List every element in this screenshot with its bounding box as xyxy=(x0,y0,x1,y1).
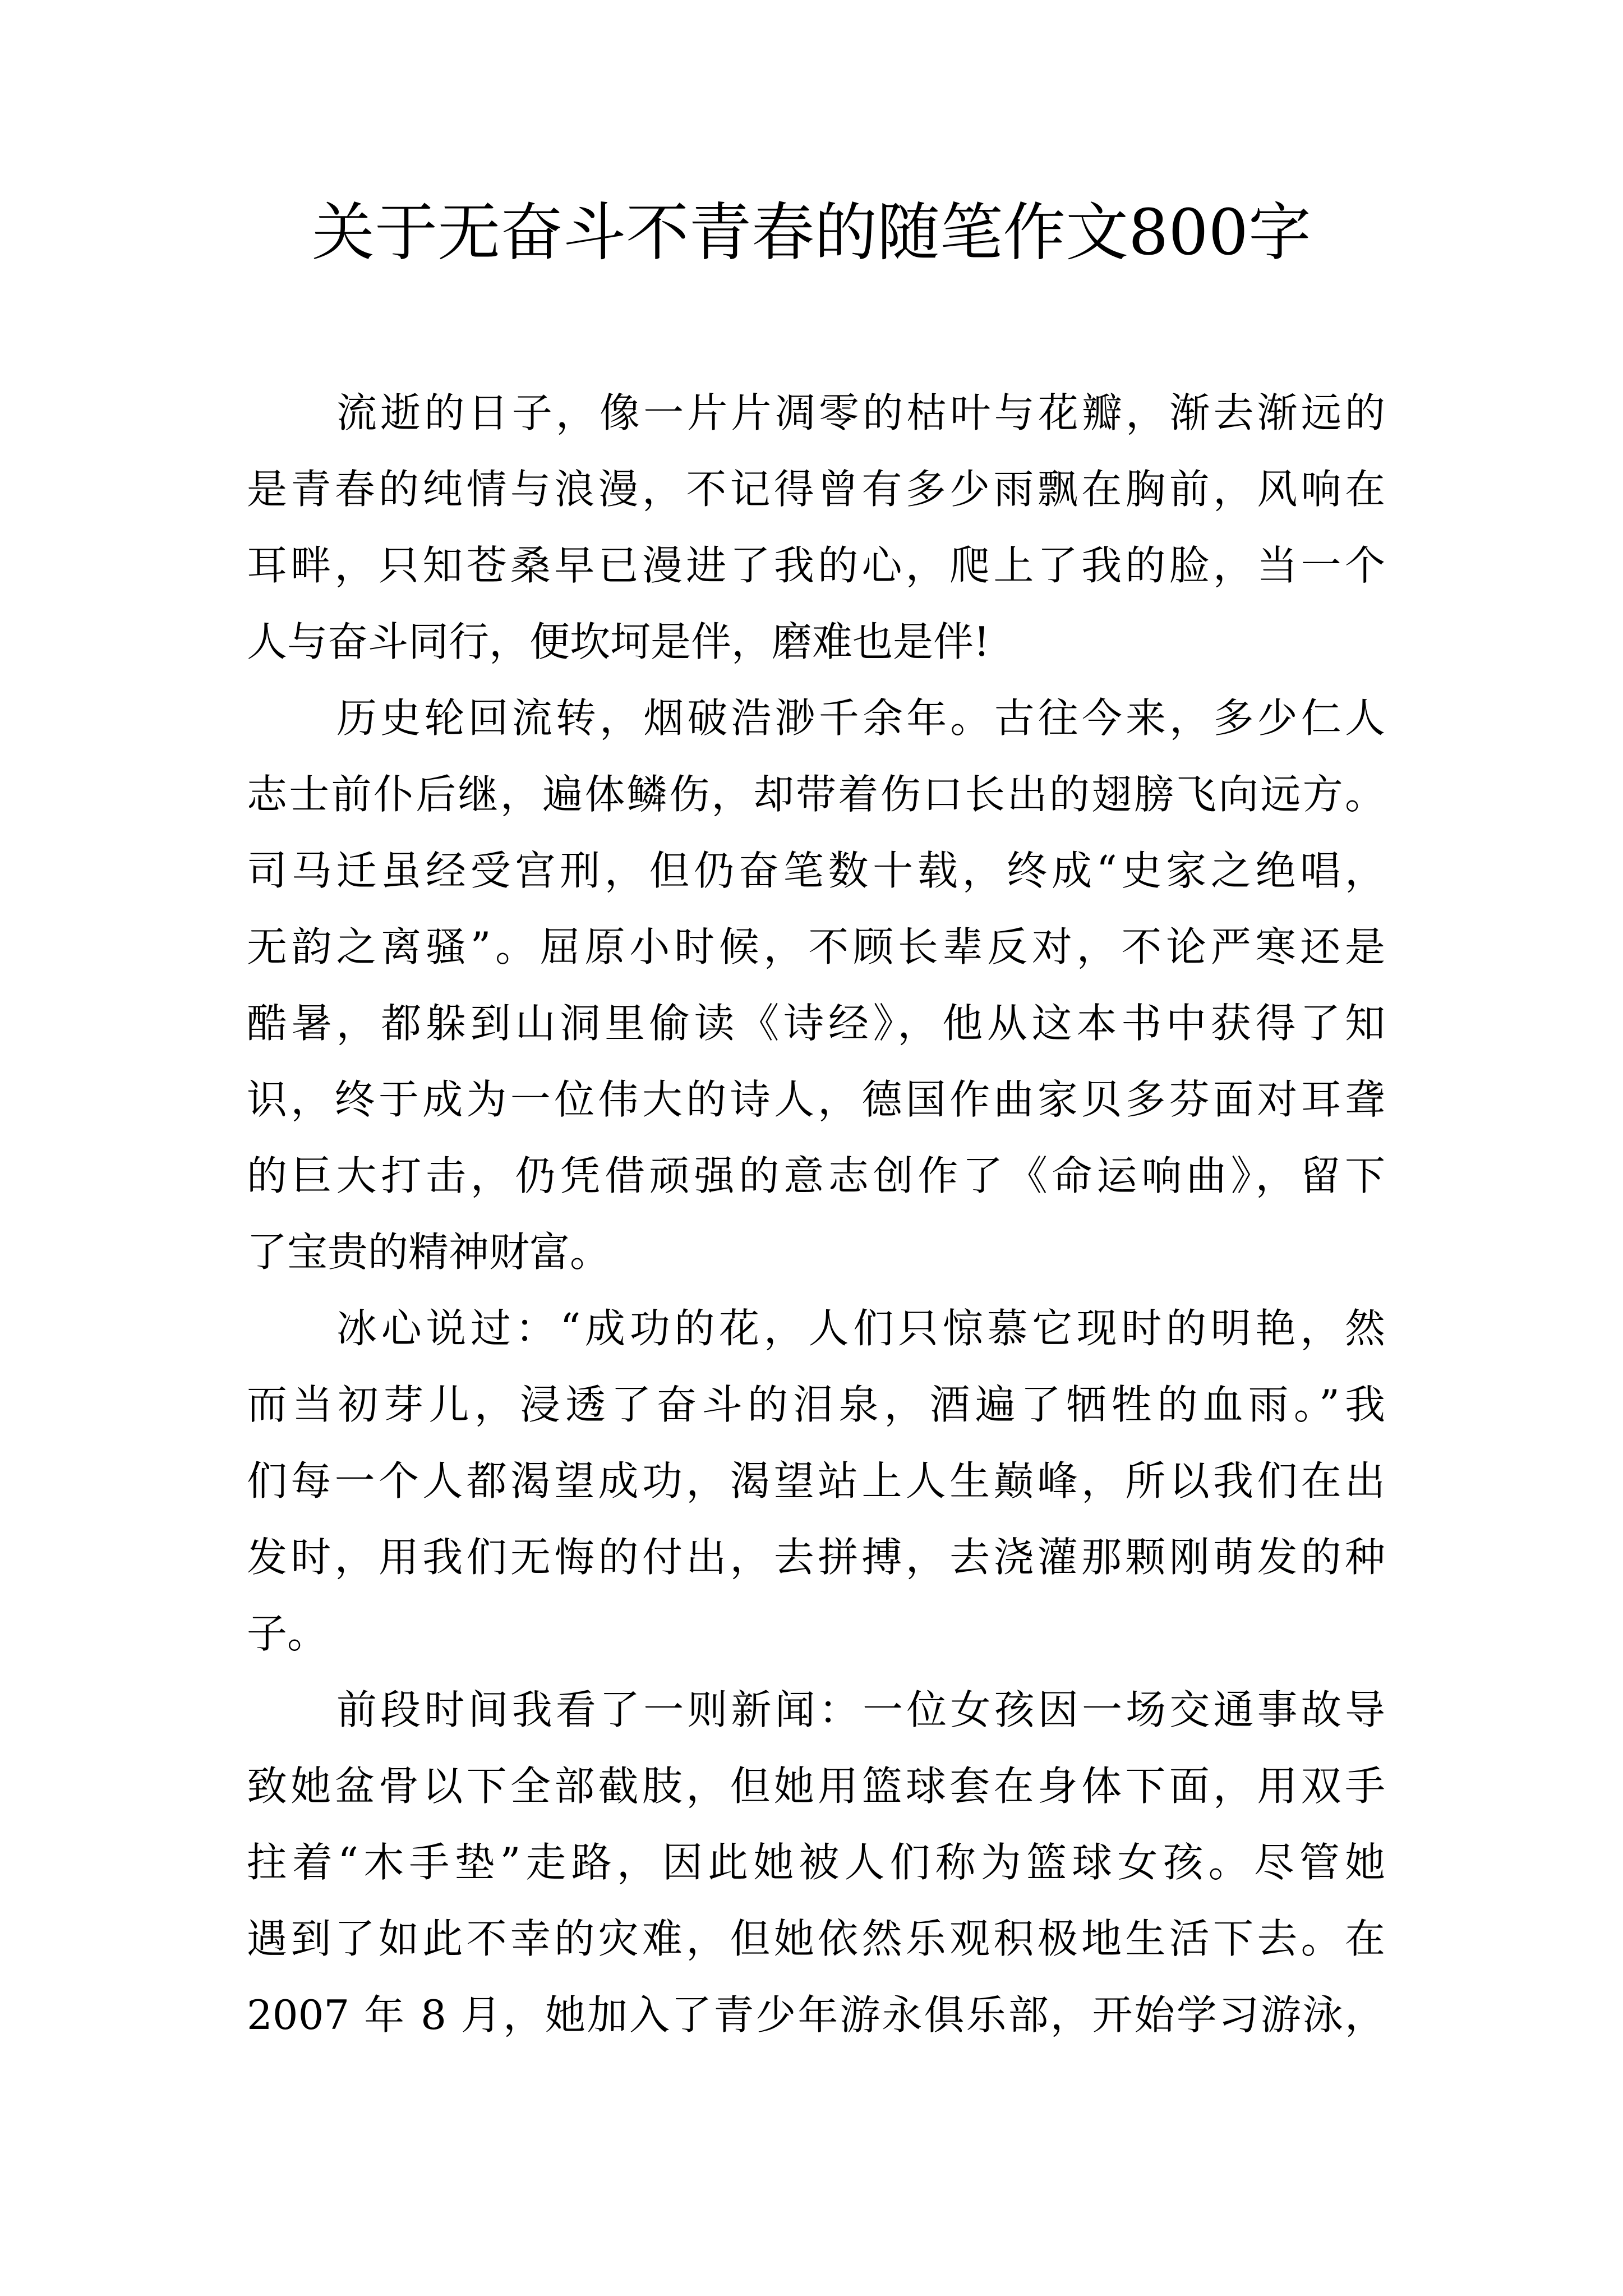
paragraph-1-line-4: 人与奋斗同行，便坎坷是伴，磨难也是伴! xyxy=(247,618,990,665)
paragraph-4-line-2: 致她盆骨以下全部截肢，但她用篮球套在身体下面，用双手 xyxy=(247,1763,1385,1810)
document-body xyxy=(247,375,1385,2053)
paragraph-4-line-4: 遇到了如此不幸的灾难，但她依然乐观积极地生活下去。在 xyxy=(247,1915,1385,1962)
paragraph-2-line-3: 司马迁虽经受宫刑，但仍奋笔数十载，终成“史家之绝唱， xyxy=(247,847,1385,894)
paragraph-3-line-4: 发时，用我们无悔的付出，去拼搏，去浇灌那颗刚萌发的种 xyxy=(247,1534,1385,1581)
document-title: 关于无奋斗不青春的随笔作文800字 xyxy=(312,196,1311,269)
paragraph-3-line-1: 冰心说过：“成功的花，人们只惊慕它现时的明艳，然 xyxy=(336,1305,1385,1352)
paragraph-3-line-3: 们每一个人都渴望成功，渴望站上人生巅峰，所以我们在出 xyxy=(247,1457,1385,1504)
paragraph-3-line-5: 子。 xyxy=(247,1610,328,1657)
paragraph-2-line-1: 历史轮回流转，烟破浩渺千余年。古往今来，多少仁人 xyxy=(336,694,1385,742)
paragraph-1-line-2: 是青春的纯情与浪漫，不记得曾有多少雨飘在胸前，风响在 xyxy=(247,466,1385,513)
paragraph-3-line-2: 而当初芽儿，浸透了奋斗的泪泉，酒遍了牺牲的血雨。”我 xyxy=(247,1381,1385,1428)
paragraph-2-line-8: 了宝贵的精神财富。 xyxy=(247,1228,611,1276)
paragraph-4-line-3: 拄着“木手垫”走路，因此她被人们称为篮球女孩。尽管她 xyxy=(247,1839,1385,1886)
paragraph-1-line-3: 耳畔，只知苍桑早已漫进了我的心，爬上了我的脸，当一个 xyxy=(247,542,1385,589)
paragraph-2-line-7: 的巨大打击，仍凭借顽强的意志创作了《命运响曲》，留下 xyxy=(247,1152,1385,1199)
paragraph-2-line-5: 酷暑，都躲到山洞里偷读《诗经》，他从这本书中获得了知 xyxy=(247,1000,1385,1047)
paragraph-4-line-1: 前段时间我看了一则新闻：一位女孩因一场交通事故导 xyxy=(336,1686,1385,1733)
paragraph-4-line-5: 2007 年 8 月，她加入了青少年游永俱乐部，开始学习游泳， xyxy=(247,1991,1385,2039)
paragraph-2-line-6: 识，终于成为一位伟大的诗人，德国作曲家贝多芬面对耳聋 xyxy=(247,1076,1385,1123)
paragraph-2-line-4: 无韵之离骚”。屈原小时候，不顾长辈反对，不论严寒还是 xyxy=(247,923,1385,970)
paragraph-1-line-1: 流逝的日子，像一片片凋零的枯叶与花瓣，渐去渐远的 xyxy=(336,389,1385,436)
paragraph-2-line-2: 志士前仆后继，遍体鳞伤，却带着伤口长出的翅膀飞向远方。 xyxy=(247,771,1385,818)
